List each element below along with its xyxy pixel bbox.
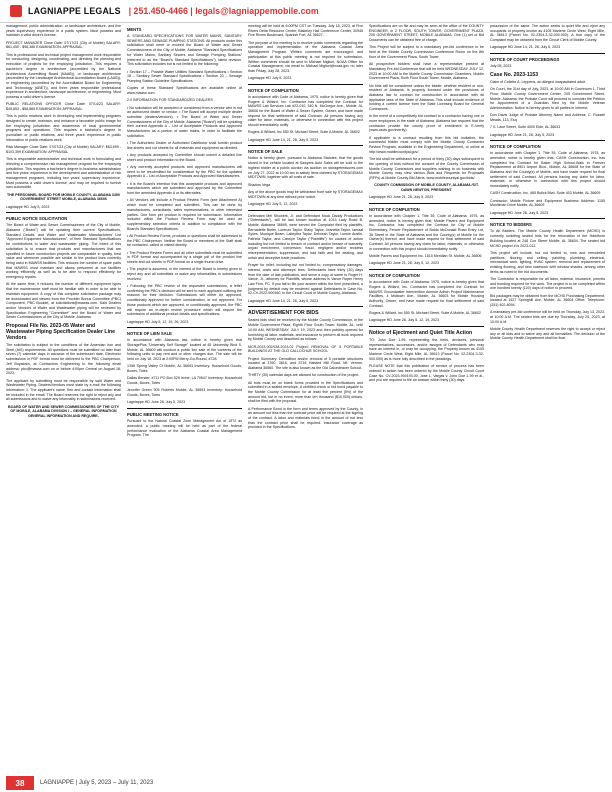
- notice-paragraph: Risk Manager Close Date: 07/07/23 (City of Mobile) SALARY: $63,699 - $103,399 EXAMINATION: APPRAISAL: [6, 145, 121, 154]
- notice-divider: [490, 140, 605, 141]
- notice-heading: NOTICE OF COURT PROCEEDINGS: [490, 57, 560, 63]
- notice-paragraph: Dallas Bender, #711 PO Box 529 Irvine, LA 70647 Inventory: Household Goods, Boxes, Totes: [127, 376, 242, 386]
- notice-paragraph: In accordance with Chapter 1, Title 39, Code of Alabama, 1975, as amended, notice is hereby given that, CASH Construction, Inc. has completed the Contract for Baker High School-Walk in Freezer Replacement at 8901 Airport Blvd., Mobile, AL 36608 for the State of Alabama and the County(s) of Mobile, and have made request for final settlement of said Contract. All persons having any claim for labor, materials, or otherwise in connection with this project should immediately notify: [490, 151, 605, 189]
- notice-paragraph: MCR-2023-002/CM-2023-02 Project: REMOVAL OF 5 PORTABLE BUILDINGS AT THE OLD CALLOCHUE SCHOOL: [248, 344, 363, 354]
- notice-paragraph: TO: John Doe 1-99, representing the heirs, devisees, personal representatives, successors, and/or assigns of Defendants who may have an interest in, or may be occupying, the Property known as 4105 Marlene Circle West, Eight Mile, AL 36613 (Parcel No. 02-2304-3-32-000.000) as is more fully described in the pleadings.: [369, 337, 484, 361]
- notice-run-dates: Lagniappe HD June 14, 21, 28, July 5, 2023: [248, 298, 319, 303]
- legal-columns: [6, 24, 606, 772]
- notice-paragraph: 1358 Spring Valley Ct Mobile, AL 36693 Inventory: Household Goods, Boxes, Totes: [127, 364, 242, 374]
- notice-paragraph: meeting will be held at 6:00PM CST on Tuesday, July 18, 2023, at Five Rivers Delta Resource Center, Blakeley Hall Conference Center, 30945 Five Rivers Boulevard, Spanish Fort, AL 36527.: [248, 24, 363, 38]
- notice-paragraph: On Court, the 31st day of July, 2023, at 10:00 AM in Courtroom 1, Third Floor, Mobile County Government Center, 205 Government Street, Mobile, Alabama, the Probate Court will proceed to consider the Petition for Appointment of a Guardian filed by the Mobile Veteran Administration. Notice is hereby given to all parties in interest.: [490, 87, 605, 110]
- notice-paragraph: The applicant by submitting must be responsible by said Water and Wastewater Piping. Dealers/Vendors must state by e-mail the following information: 1. The applicant's name, firm and contact information shall be included in the email. The Board reserves the right to reject any and all submissions and to waive any informality in submissions received.: [6, 378, 121, 402]
- notice-paragraph: Project Summary: Demolition and/or removal of 5 portable structures located at 3760, 3616, and 3716 Halsted Mill Road, Mt. Vernon, Alabama 36560. The site is also known as the Old Calcedeaver School.: [248, 356, 363, 370]
- notice-paragraph: BOARD OF WATER AND SEWER COMMISSIONERS OF THE CITY OF MOBILE, ALABAMA DIVISION I – GENERAL INFORMATION GENERAL INFORMATION AND REQUIRE-: [7, 404, 119, 419]
- notice-heading: PUBLIC NOTICE SOLICITATION: [6, 216, 68, 222]
- notice-run-dates: Lagniappe HD June 21, 28, July 5, 2023: [490, 132, 555, 137]
- column-2: [127, 24, 242, 772]
- notice-divider: [248, 306, 363, 307]
- notice-run-dates: Lagniappe HD June 28, July 5, 2023: [490, 210, 549, 215]
- notice-paragraph: • The Authorized Dealer or Authorized Distributor shall furnish product line sheets and cut sheets for all materials and equipment as directed.: [127, 141, 242, 150]
- notice-divider: [248, 145, 363, 146]
- notice-paragraph: Jennifer Green 905 Roberts Mobile, AL 36693 Inventory: Household Goods, Boxes, Totes: [127, 388, 242, 398]
- notice-run-dates: Lagniappe HD June 14, 21, 28, July 5, 2023: [248, 137, 319, 142]
- notice-paragraph: Sealed bids shall be received by the Mobile County Commission, in the Mobile Government Plaza, Eighth Floor South Tower, Mobile, AL, until 10:00 AM, WEDNESDAY, JULY 19, 2023 and then publicly opened for furnishing all labor, materials, and insurance to perform all work required by Mobile County and described as follows:: [248, 318, 363, 342]
- notice-paragraph: July 05, 2023: [490, 64, 512, 69]
- notice-heading: NOTICE TO BIDDERS: [490, 222, 532, 228]
- notice-paragraph: If applicable to a contract resulting from this bid invitation, the successful bidder must comply with the Mobile County Contractor Review Program, available in the Engineering Department, or online at http://www.mobilecountyal.gov/.: [369, 135, 484, 154]
- notice-divider: [127, 408, 242, 409]
- notice-paragraph: Contractor: Mobile Fixture and Equipment Business Address: 1155 Monlliman Drive Mobile, AL 36609: [490, 198, 605, 208]
- notice-paragraph: Mobile Pavers and Equipment Inc. 1515 Meridian St. Mobile, AL 36606: [369, 254, 482, 259]
- notice-paragraph: Mobile County Health Department reserves the right to accept or reject any or all bids and to waive any and all formalities. The decision of the Mobile County Health Department shall be final.: [490, 327, 605, 341]
- notice-paragraph: Specifications are on file and may be seen at the office of the COUNTY ENGINEER, in 2 FLOOR, SOUTH TOWER, GOVERNMENT PLAZA, 205 GOVERNMENT STREET, MOBILE ALABAMA. One (1) set of Bid Documents can be obtained free of charge.: [369, 24, 484, 43]
- notice-run-dates: Lagniappe HD June 21, 28, July 5, 12, 2023: [369, 261, 440, 266]
- page-header: [0, 0, 612, 23]
- notice-divider: [6, 212, 121, 213]
- notice-paragraph: Prayer for relief, including but not limited to, compensatory damages, interest, costs and attorneys' fees. Defendants have thirty (30) days from the date of last publication, and serve a copy of same to Roger H. Vance, Jr., attorney for Plaintiffs, whose address is Vance Roper Henry Law Firm, PC. If you fail to file your answer within the time prescribed, a judgment by default may be rendered against Defendants in Case No. 02-CV-2022-900360, in the Circuit Court of Mobile County, Alabama.: [248, 263, 363, 296]
- column-1: [6, 24, 121, 772]
- notice-divider: [248, 84, 363, 85]
- notice-divider: [248, 210, 363, 211]
- notice-run-dates: Lagniappe HD June 14, 21, 28, July 5, 2023: [490, 45, 561, 50]
- notice-paragraph: • The project is assumed, in the interest of the Board is hereby given to reject any and all submittals or waive any informalities in submissions received.: [127, 267, 242, 281]
- notice-paragraph: In accordance with Alabama law, notice is hereby given that StoragePlus "University Self Storage" located at 45 University Blvd S, Mobile, AL 36609 will conduct a public lien sale of the contents of the following units to pay rent and or other charges due. The sale will be held on July 18, 2023 at 2:00PM Merry-Go-Round, #728.: [127, 338, 242, 362]
- notice-paragraph: The Board of Water and Sewer Commissioners of the City of Mobile, Alabama ("Board") will be updating their current Specifications, Standard Details, and Water and Wastewater Manufacturers' List "Approved Equipment Manufacturers", of their Standard Specifications for contributions to water and wastewater piping. The intent of this solicitation is to ensure that products and manufacturers that are specified in future construction projects are comparable in quality, best value and whenever possible are similar to the product lines currently being used in MAWSS facilities. This reduces the number of spare parts that MAWSS must maintain and allows personnel at our facilities working efficiently as well as to be able to respond effectively for emergency repairs.: [6, 223, 121, 280]
- column-3: [248, 24, 363, 772]
- notice-paragraph: management, public administration, or landscape architecture, and five years supervisory experience in a public system. Must possess and maintain a valid driver's license.: [6, 24, 121, 38]
- notice-paragraph: The purpose of the meeting is to receive public comments regarding the operation and implementation of the Alabama Coastal Area Management Program. Written comments are encouraged, and participation at this public meeting is not required for submission. Written comments should be sent to Michael Migliori, NOAA Office for Coastal Management, via email to Michael.Migliori@noaa.gov no later than Friday, July 28, 2023.: [248, 40, 363, 73]
- notice-paragraph: This is professional and technical project management work responsible for conducting, designing, coordinating, and directing the planning and execution of projects for the employing jurisdiction. This requires a bachelor's degree in architecture (accredited by the National Architectural Accrediting Board (NAAB)), or landscape architecture (accredited by the Landscape Architectural Accreditation Board (LAAB)), or engineering (accredited by the Accreditation Board for Engineering and Technology (ABET)), and three years responsible professional experience in architecture, landscape architecture, or engineering. Must possess a valid driver's license.: [6, 52, 121, 100]
- notice-paragraph: All bids must be on blank forms provided in the Specifications and submitted in a sealed envelope. A certified check or bid bond payable to the Mobile County Commission for at least five percent (5%) of the amount bid, but in no event, more than ten thousand ($10,000) dollars, shall be filed with the proposal.: [248, 380, 363, 404]
- notice-run-dates: Lagniappe HD June 28, July 5, 2023: [127, 400, 186, 405]
- notice-paragraph: COUNTY COMMISSION OF MOBILE COUNTY, ALABAMA /S/T. DAWN NEWTON, PRESIDENT: [374, 183, 479, 192]
- notice-paragraph: Don Davis Judge of Probate Attorney Name and Address: C. Russell Meads, 113, Esq: [490, 113, 605, 122]
- notice-paragraph: Shadow Vega: [248, 182, 271, 187]
- notice-paragraph: Pursuant to the Natural Coastal Zone Management Act of 1972 as amended, a public meeting will be held as part of the federal performance evaluation of the Alabama Coastal Area Management Program. The: [127, 419, 242, 438]
- section-contact: | 251.450-4466 | legals@lagniappemobile.com: [128, 6, 319, 16]
- notice-paragraph: possession of the same. The action seeks to quiet title and eject any occupants of property known as 4105 Marlene Circle West, Eight Mile, AL 36613 (Parcel No. 02-2304-3-32-000.000). A true copy of the Complaint may be obtained from the Circuit Clerk of Mobile County.: [490, 24, 605, 43]
- notice-paragraph: CASH Construction, Inc. 465 Bolick Blvd. Suite 403 Mobile, AL 36609: [490, 191, 601, 196]
- notice-paragraph: • Any products accepted by Committee should submit a detailed line sheet and product information to the Board.: [127, 153, 242, 162]
- notice-paragraph: The bid shall be withdrawn for a period of thirty (30) days subsequent to the opening of bids without the consent of the County Commission of Mobile County. Contractors and suppliers wishing to do business with Mobile County may view various Bids and Requests for Proposals (RFPs) at Mobile County Bid Alerts. www.mobilecountyal.gov/bids/: [369, 157, 484, 180]
- notice-paragraph: In accordance with Code of Alabama, 1975, notice is hereby given that Rogers & Willard, Inc. Contractor has completed the Contract for MAWSS Groundwater Intervention Avenue Admin Project Maintenance Facilities, 4 Midtown Ave., Mobile, AL 36603 for Mobile Housing Authority, Owner, and have made request for final settlement of said Contract.: [369, 280, 484, 308]
- notice-divider: [369, 269, 484, 270]
- lagniappe-logo-icon: [10, 5, 22, 17]
- notice-paragraph: Rogers & Willard, Inc 550 St. Michael Street, Suite A Mobile, AL 36602: [369, 310, 481, 315]
- notice-run-dates: Lagniappe HD July 5, 12, 2023: [248, 201, 298, 206]
- notice-paragraph: A mandatory pre-bid conference will be held on Thursday, July 13, 2023, at 10:00 A.M. The sealed bids are due by Thursday, July 20, 2023, at 10:00 A.M.: [490, 310, 605, 324]
- notice-paragraph: • Section 17 – Potable Water Utilities Standard Specifications • Section 18 – Sanitary Sewer Standard Specifications • Section 20 – Sewage Pumping Station Guideline Specifications: [127, 69, 242, 83]
- notice-divider: [369, 203, 484, 204]
- notice-heading: NOTICE OF COMPLETION: [248, 87, 299, 93]
- column-4: [369, 24, 484, 772]
- notice-paragraph: A Performance Bond in the form and terms approved by the County, in an amount not less than the contract price will be required at the signing of the contract. A labor and materials bond in the amount of not less than the contract price shall be required. Insurance coverage as provided in the Specifications.: [248, 406, 363, 430]
- notice-paragraph: • Any currently accepted products and approved manufacturers will need to be resubmitted for consideration by the PBC for the updated Appendix A – List of Acceptable Products and Approved Manufacturers.: [127, 165, 242, 179]
- notice-paragraph: Any of the above goods may be withdrawn from sale by STORAGEMAX MIDTOWN at any time without prior notice.: [248, 189, 363, 199]
- notice-heading: Proposal File No. 2023-05 Water and Wastewater Piping Specification Dealer Line Vendors: [6, 323, 116, 342]
- notice-heading: NOTICE OF SALE: [248, 149, 283, 155]
- notice-divider: [490, 218, 605, 219]
- notice-paragraph: • It is the Board's intention that this acceptable products and approved manufacturers which are submitted and approved by the Committee from the amended Appendix A or its alternates.: [127, 181, 242, 196]
- notice-heading: NOTICE OF LIEN SALE: [127, 331, 172, 337]
- notice-run-dates: Lagniappe HD July 5, 2023: [6, 204, 50, 209]
- notice-run-dates: Lagniappe HD July 5, 12, 19, 26, 2023: [127, 319, 189, 324]
- notice-paragraph: • Following the PBC review of the requested submissions, a letter confirming the PBC's decision will be sent to each applicant outlining the reasons for their decision. Submissions will either be approved, conditionally approved for further consideration, or not approved. For those products which are approved, or conditionally approved, the PBC will require an in-depth review procedure which will require the submission of additional product details and specifications.: [127, 284, 242, 317]
- notice-heading: PUBLIC MEETING NOTICE: [127, 412, 179, 418]
- notice-run-dates: Lagniappe HD July 5, 2023: [248, 76, 292, 81]
- notice-paragraph: PLEASE NOTE that this publication of service of process has been ordered in action has been ordered by the Mobile County Circuit Court Case No. CV-2023-900193.00, Jose L. Vargas v. John Doe 1-99 et al., and you are required to file an answer within thirty (30) days.: [369, 364, 484, 383]
- notice-paragraph: PROJECT MANAGER Close Date: 07/17/23 (City of Mobile) SALARY: $61,450 - $98,386 EXAMINATION: APPRAISAL: [6, 40, 121, 50]
- notice-paragraph: The solicitation is subject to the conditions of the Amercian Iron and Steel (AIS) requirements. All questions must be submitted no later than seven (7) calendar days in advance of the submission date. Electronic submissions in PDF format must be delivered to the PBC Chairperson, Jeff Buyalosis, at Contractors Engineering to the following email address: pbc@mawss.com on or before 4:00pm Central on August 18, 2023.: [6, 343, 121, 376]
- notice-heading: Notice of Ejectment and Quiet Title Action: [369, 329, 473, 336]
- notice-run-dates: Lagniappe HD June 21, 28, July 5, 2023: [369, 195, 434, 200]
- notice-paragraph: No bids will be considered unless the bidder, whether resident or non-resident of Alabama, is properly licensed under the provisions of Alabama law to contract for construction in accordance with all applicable laws of the State of Alabama. This shall include evidence of holding a current license from the State Licensing Board for General Contractors.: [369, 83, 484, 112]
- page-number: 38: [6, 776, 34, 790]
- notice-heading: ADVERTISEMENT FOR BIDS: [248, 310, 319, 317]
- notice-heading: MENTS: [127, 27, 142, 32]
- notice-paragraph: All prospective bidders shall have a representative present at Mandatory Pre-bid Conference that will be held WEDNESDAY, JULY 12, 2023 at 10:00 AM in the Mobile County Commission Chambers, Mobile Government Plaza, Sixth Floor South Tower, Mobile, Alabama.: [369, 62, 484, 81]
- notice-paragraph: • All Vendors will include a Product Review Form (see Attachment A) which must be completed and submitted. This can be done by manufacturers, consultants, sales representatives, or other interested parties. One form per product is required for submission. Information included within the Product Review Form may be used as supplementary selection criteria in addition to compliance with the Board's Standard Specifications.: [127, 198, 242, 231]
- notice-paragraph: • No solicitation will be accepted or considered from a vendor who is not an authorized dealer or vendor. • The Board will accept multiple dealer submittal (dealers/vendors). • The Board of Water and Sewer Commissioners of the City of Mobile, Alabama ("Board") will be updating their current Appendix A – List of Acceptable Products and Approved Manufacturers as a portion of water mains, in order to facilitate the solicitation.: [127, 105, 242, 138]
- notice-heading: NOTICE OF COMPLETION: [490, 144, 541, 150]
- footer-text: LAGNIAPPE | July 5, 2023 – July 11, 2023: [40, 780, 154, 786]
- notice-paragraph: The Contractor is responsible for all labor, material, insurance, permits and bonding required for the work. The project is to be completed within one hundred twenty (120) days of notice to proceed.: [490, 276, 605, 291]
- page-footer: [0, 774, 612, 792]
- notice-divider: [490, 53, 605, 54]
- notice-paragraph: This project will include, but not limited to, new and remodeled partitions, flooring, and ceiling, painting, plumbing, electrical, mechanical work, lighting, HVAC system, removal and replacement of existing flooring, and new casework with window shades, among other items as noted in the bid documents.: [490, 250, 605, 274]
- notice-paragraph: In accordance with Code of Alabama, 1975, notice is hereby given that Rogers & Willard, Inc. Contractor has completed the Contract for MAWSS Lab Services Lab #22-010, 340 N. McGregor Ave., Mobile, AL 36608 for the Board of Water & Sewer System, Owner, and have made request for final settlement of said Contract. All persons having any claim for labor, materials, or otherwise in connection with this project should immediately notify: [248, 94, 363, 128]
- notice-paragraph: THIRTY (30) calendar days are allowed for construction of the project.: [248, 373, 360, 378]
- notice-paragraph: • All Product Review Forms, products or questions shall be addressed to the PBC Chairperson. Neither the Board or members of the Staff shall be contacted, called or visited directly.: [127, 233, 242, 248]
- notice-run-dates: Lagniappe HD June 28, July 5, 12, 19, 2023: [369, 318, 440, 323]
- notice-paragraph: 2.0 INFORMATION FOR STANDARDIZED DEALERS: [127, 98, 213, 103]
- notice-paragraph: This is responsible administrative and technical work in formulating and directing a comprehensive risk management program for the employing jurisdiction. This requires a bachelor's degree in business administration and five years' experience in the development and administration of risk management programs, including two years' supervisory experience. Must possess a valid driver's license, and may be required to furnish own automobile.: [6, 157, 121, 190]
- notice-divider: [127, 327, 242, 328]
- notice-paragraph: THE PERSONNEL BOARD FOR MOBILE COUNTY, ALABAMA 3490 GOVERNMENT STREET MOBILE, ALABAMA 36606: [7, 192, 120, 202]
- notice-paragraph: In the event of a competitively bid contract to a contractor having one or more employees in the state of Alabama, Alabama law requires that the contractor provide the county proof of enrollment in E-Verify (www.uscis.gov/everify).: [369, 114, 484, 133]
- notice-paragraph: At the same time, it reduces the number of different equipment types that the maintenance staff must be familiar with in order to be able to maintain equipment. A copy of this complete solicitation package may be downloaded and viewed from the Provider Bonus Committee (PBC) Component, PBC Booklet, at solicitations@mawss.com. Said Dealers and/or Vendors of Water and Wastewater piping will be reviewed by Specification Engineering "Committee" and the Board of Water and Sewer Commissioners of the City of Mobile, Alabama.: [6, 282, 121, 320]
- notice-paragraph: Claim of Collette A. Leppens, an alleged incapacitated adult.: [490, 79, 586, 84]
- section-title: LAGNIAPPE LEGALS: [28, 6, 121, 16]
- notice-paragraph: This is public relations work in developing and implementing programs designed to create, maintain, and enhance a favorable public image for the employing jurisdiction and awareness of local governmental programs and operations. This requires a bachelor's degree in journalism or public relations, and three years' experience in public information or public relations work.: [6, 114, 121, 142]
- notice-paragraph: To All Bidders: The Mobile County Health Department (MCHD) is currently soliciting sealed bids for the renovation of the Hawthorn Building located at 248 Cox Street Mobile, AL 36604. The sealed bid MCHD project # is 2023-012.: [490, 229, 605, 248]
- notice-paragraph: A. STANDARD SPECIFICATIONS FOR WATER MAINS, SANITARY SEWERS AND SEWAGE PUMPING STATIONS: All products under this solicitation shall meet or exceed the Board of Water and Sewer Commissioners of the City of Mobile, Alabama "Standard Specifications for Water Mains, Sanitary Sewers and Sewage Pumping Stations" (referred to as the "Board's Standard Specifications"), latest revision. This solicitation includes but is not limited to the following:: [127, 34, 242, 67]
- notice-paragraph: Notice is hereby given, pursuant to Alabama Statutes, that the goods stored in the vehicle located at Sawyers Auto Sales will be sold to the highest bidder at a public auction via auction on storagetreasures.com on July 27, 2022 at 10:00 am to satisfy liens claimed by STORAGEMAX MIDTOWN, together with all costs of sale.: [248, 156, 363, 180]
- notice-paragraph: Defendant Mel Showers, Jr. and Defendant Mock Daddy Productions ("Defendants"), will be last known location at 1013 Lady Road B, Mobile, Alabama 36695, were served the Complaint filed by plaintiffs, Bernadette Butler, Lorenzo Taylor, Stacy Taylor, Jeanetta Taylor, Iamaal Sykes, Monique Beam, Lakeytha Taylor, Deborah Taylor, Lonnie Austin, Patricia Taylor, and Carolyn Taylor ("Plaintiffs") for causes of action including but not limited to breach of contract and/or breach of warranty, unjust enrichment, conversion, fraud, negligent and/or reckless misrepresentation, suppression, and bad faith and the dealing, and unfair and deceptive trade practices.: [248, 213, 363, 260]
- notice-paragraph: PUBLIC RELATIONS OFFICER Close Date: 07/14/23 SALARY: $45,853 - $58,865 EXAMINATION: APPRAISAL: [6, 102, 121, 112]
- column-5: [490, 24, 605, 772]
- notice-heading: NOTICE OF COMPLETION: [369, 206, 420, 212]
- notice-heading: Case No. 2023-1153: [490, 71, 539, 78]
- notice-divider: [369, 326, 484, 327]
- notice-paragraph: Copies of these Standard Specifications are available online at www.mawss.com: [127, 86, 242, 95]
- notice-paragraph: 7 S. Lace Street, Suite 4000 Eide, AL 36633: [490, 125, 561, 130]
- notice-paragraph: Rogers & Willard, Inc 550 St. Michael Street, Suite A Mobile, AL 36602: [248, 130, 360, 135]
- notice-paragraph: • The Product Review Forms and all other submittals must be submitted in PDF format and accompanied by a single pdf of the product line sheets and cut sheets in PDF format on a single thumb drive.: [127, 250, 242, 265]
- notice-heading: NOTICE OF COMPLETION: [369, 273, 420, 279]
- notice-paragraph: This Project will be subject to a mandatory pre-bid conference to be held at the Mobile County Commission Conference Room on the 8th floor of the Government Plaza, South Tower.: [369, 45, 484, 59]
- notice-paragraph: Bid packages may be obtained from the MCHD Purchasing Department, located at 1527 Springhill Ave, Mobile, AL 36604 Office, Telephone: (251) 402-8094.: [490, 293, 605, 308]
- notice-paragraph: In accordance with Chapter 1, Title 39, Code of Alabama, 1975, as amended, notice is hereby given that, Mobile Pavers and Equipment Inc. Contractor, has completed the Contract for City of Mobile Elementary, Fencer Replacement of Bolda McDonald Road Entry Lot, 36 Street in the State of Alabama and the County(s) of Mobile for the Owner(s) thereof, and have made request for final settlement of said Contract. All persons having any claim for labor, materials, or otherwise in connection with this project should immediately notify: [369, 213, 484, 251]
